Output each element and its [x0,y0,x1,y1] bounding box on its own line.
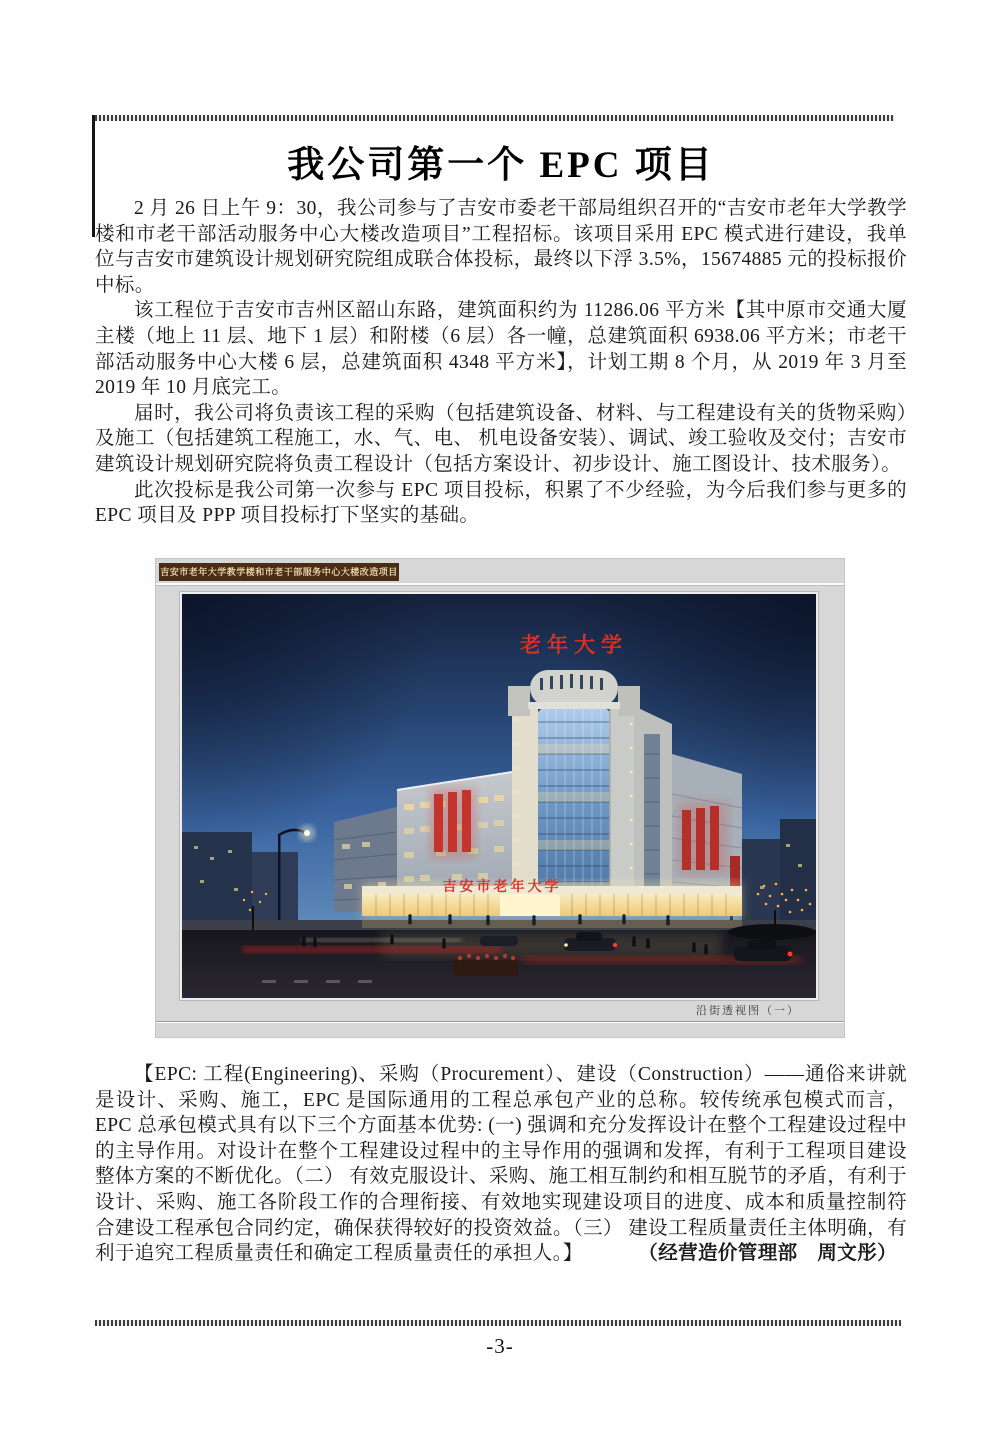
paragraph-2: 该工程位于吉安市吉州区韶山东路，建筑面积约为 11286.06 平方米【其中原市交通大厦主楼（地上 11 层、地下 1 层）和附楼（6 层）各一幢，总建筑面积 6938.06 平方米；市老干部活动服务中心大楼 6 层，总建筑面积 4348 平方米】，计划工期 8 个月，从 2019 年 3 月至 2019 年 10 月底完工。 [95,300,907,399]
figure-top-separator [156,583,844,585]
paragraph-4: 此次投标是我公司第一次参与 EPC 项目投标，积累了不少经验，为今后我们参与更多的 EPC 项目及 PPP 项目投标打下坚实的基础。 [95,479,907,527]
page-number: -3- [486,1334,514,1358]
article-title: 我公司第一个 EPC 项目 [287,145,715,186]
article-body [95,196,907,529]
paragraph-1: 2 月 26 日上午 9：30，我公司参与了吉安市委老干部局组织召开的“吉安市老年大学教学楼和市老干部活动服务中心大楼改造项目”工程招标。该项目采用 EPC 模式进行建设，我单位与吉安市建筑设计规划研究院组成联合体投标，最终以下浮 3.5%，15674885 元的投标报价中标。 [95,198,907,296]
figure-caption: 沿街透视图（一） [696,1005,800,1017]
bottom-decorative-rule [95,1320,901,1326]
author-signature: （经营造价管理部 周文彤） [638,1243,897,1265]
rooftop-sign-text: 老年大学 [520,633,628,657]
figure-frame [155,558,845,1038]
podium-sign-text: 吉安市老年大学 [442,880,562,895]
paragraph-3: 届时，我公司将负责该工程的采购（包括建筑设备、材料、与工程建设有关的货物采购）及施工（包括建筑工程施工，水、气、电、 机电设备安装）、调试、竣工验收及交付；吉安市建筑设计规划研究院将负责工程设计（包括方案设计、初步设计、施工图设计、技术服务）。 [95,402,907,475]
epc-note-paragraph: 【EPC: 工程(Engineering)、采购（Procurement）、建设（Construction）——通俗来讲就是设计、采购、施工，EPC 是国际通用的工程总承包产业的总称。较传统承包模式而言，EPC 总承包模式具有以下三个方面基本优势: (一) 强调和充分发挥设计在整个工程建设过程中的主导作用。对设计在整个工程建设过程中的主导作用的强调和发挥，有利于工程项目建设整体方案的不断优化。（二） 有效克服设计、采购、施工相互制约和相互脱节的矛盾，有利于设计、采购、施工各阶段工作的合理衔接、有效地实现建设项目的进度、成本和质量控制符合建设工程承包合同约定，确保获得较好的投资效益。（三） 建设工程质量责任主体明确，有利于追究工程质量责任和确定工程质量责任的承担人。】 [95,1064,907,1265]
red-accent-bars-left [434,790,471,852]
figure-title-bar: 吉安市老年大学教学楼和市老干部服务中心大楼改造项目 [159,563,399,581]
top-decorative-rule [95,115,895,121]
red-accent-bars-right [682,806,719,870]
building-rendering-art [182,594,816,998]
epc-note-block [95,1062,907,1267]
figure-bottom-separator [156,1021,844,1022]
building-rendering-photo [180,592,818,1000]
